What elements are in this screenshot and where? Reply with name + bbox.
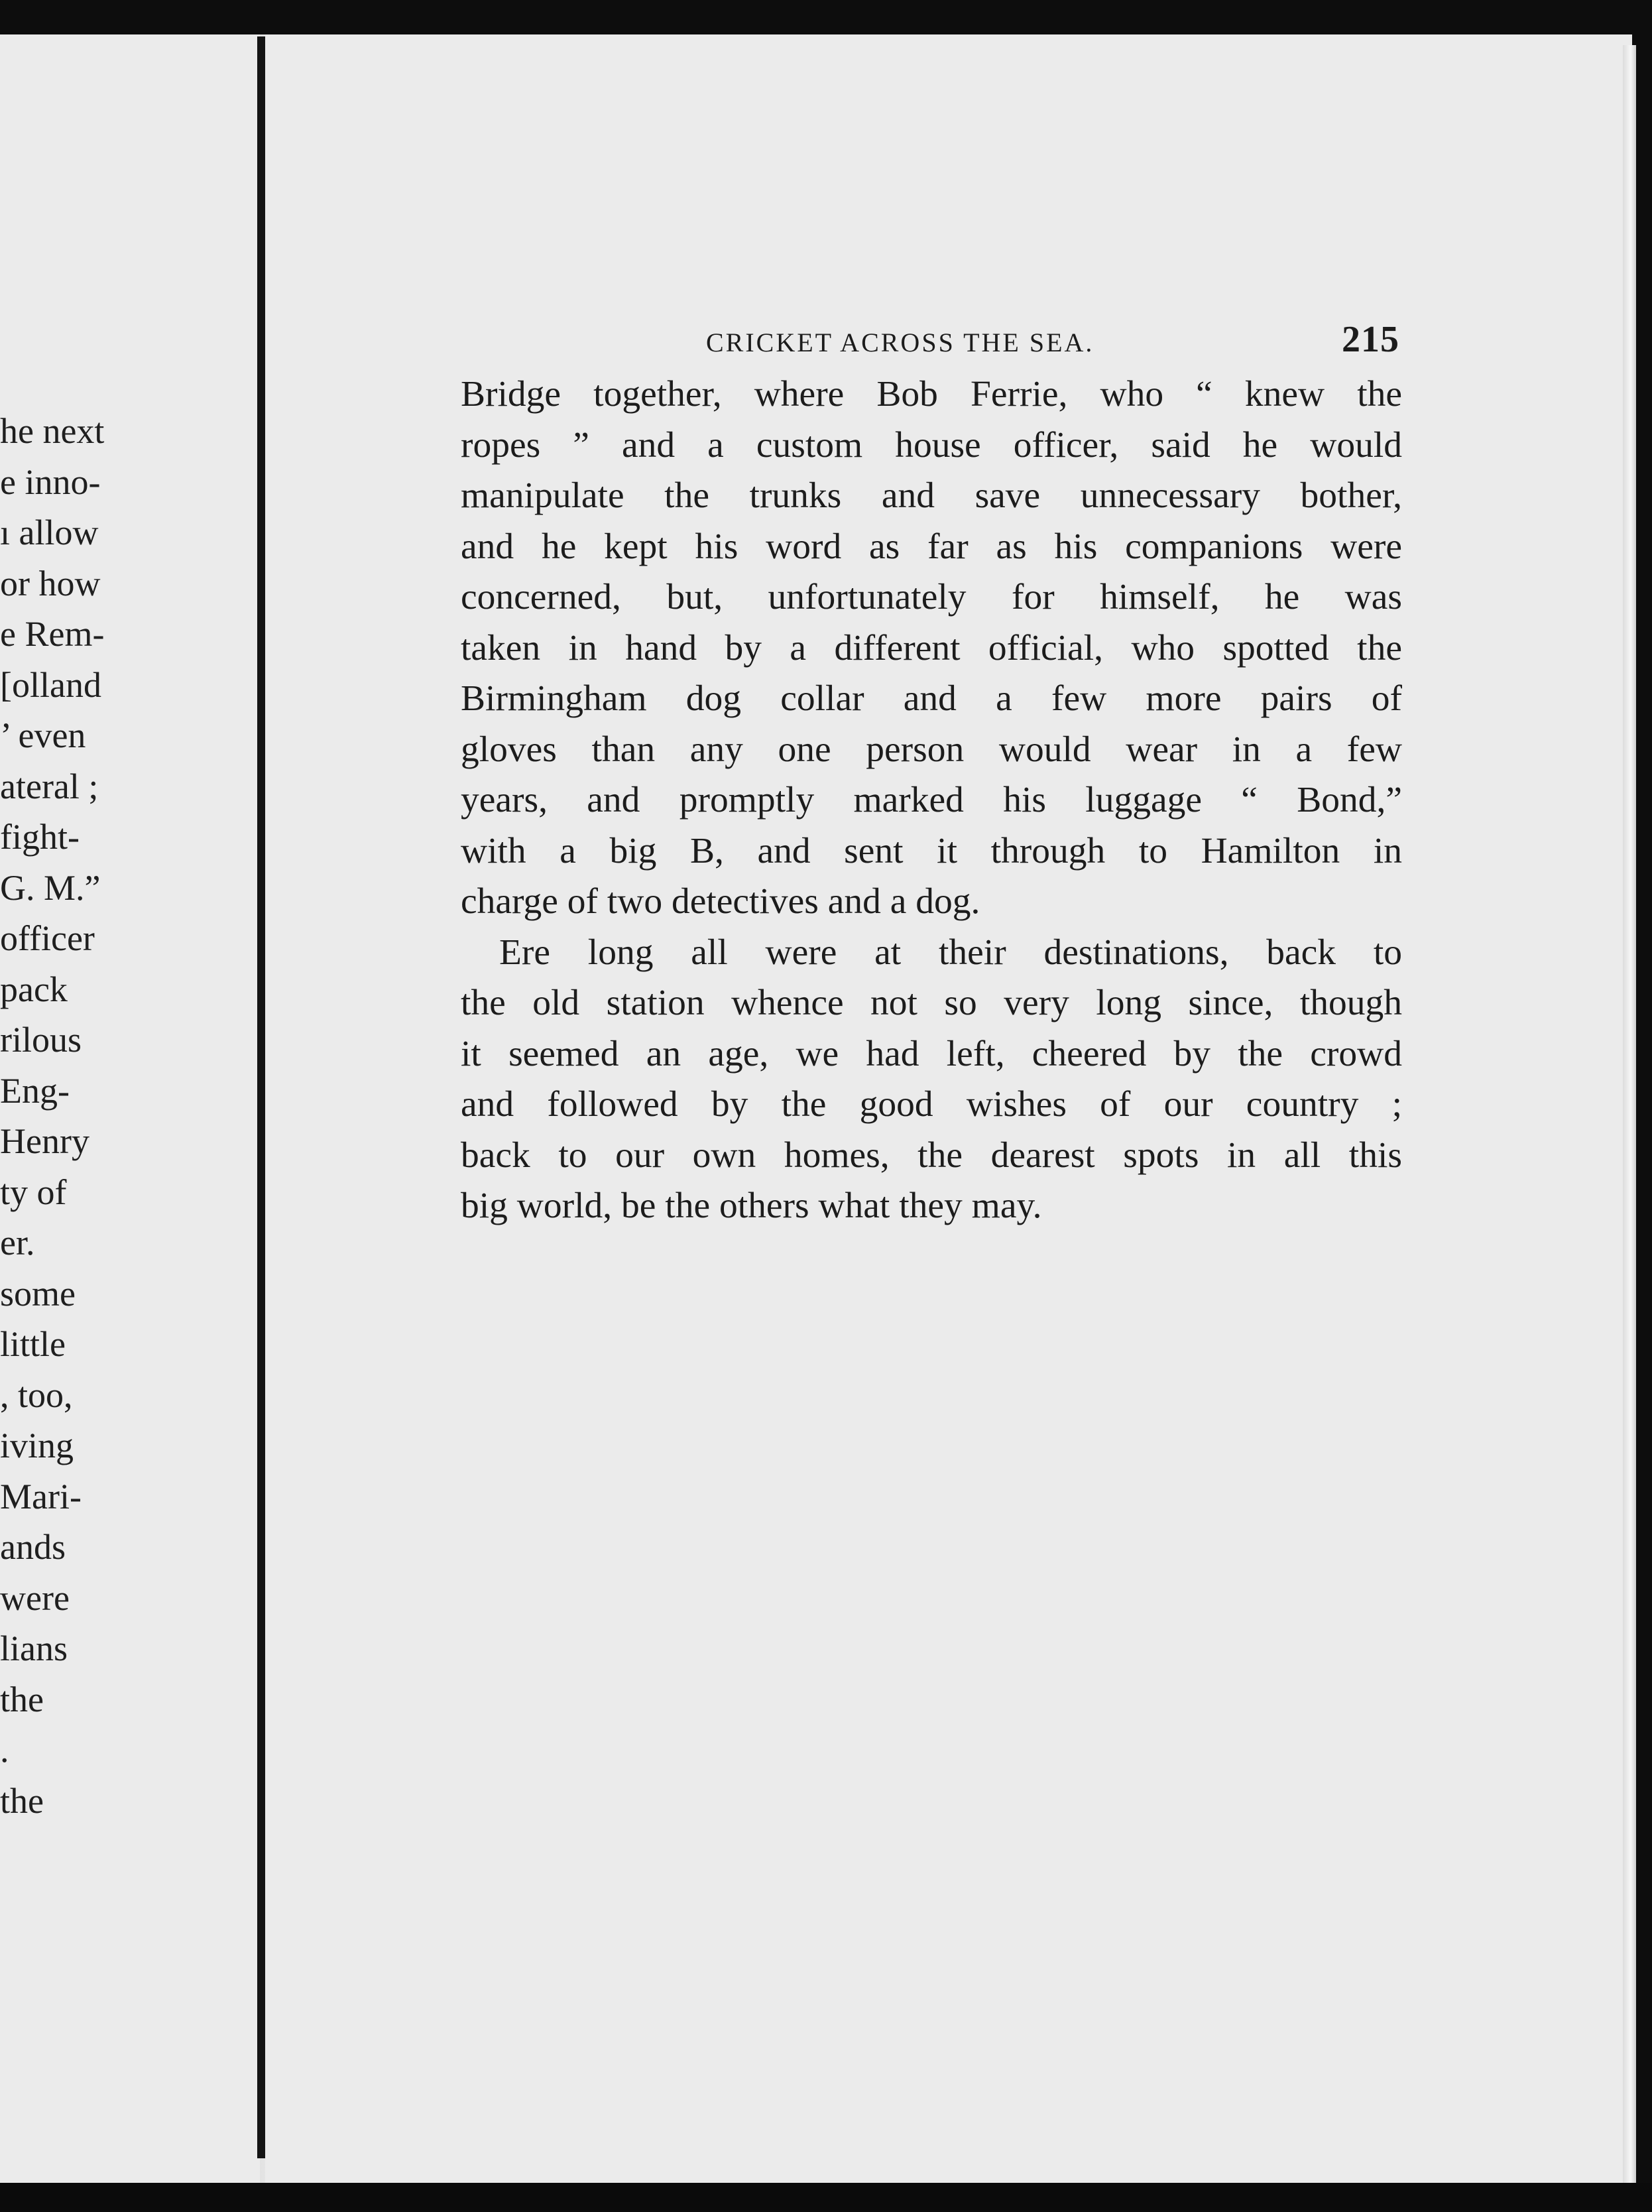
text-line: taken in hand by a different official, who spotted the — [461, 627, 1402, 668]
left-fragment-line: ands — [0, 1527, 66, 1567]
left-fragment-line: iving — [0, 1426, 74, 1465]
body-text — [461, 369, 1402, 1232]
text-line: the old station whence not so very long since, though — [461, 983, 1402, 1023]
text-line: with a big B, and sent it through to Hamilton in — [461, 830, 1402, 871]
left-fragment-line: e Rem- — [0, 614, 105, 654]
left-fragment-line: he next — [0, 411, 105, 451]
left-fragment-line: the — [0, 1780, 44, 1821]
text-line: big world, be the others what they may. — [461, 1186, 1042, 1226]
text-line: it seemed an age, we had left, cheered by the crowd — [461, 1033, 1402, 1074]
left-fragment-line: rilous — [0, 1020, 82, 1060]
text-line: Birmingham dog collar and a few more pairs of — [461, 678, 1402, 719]
left-fragment-line: some — [0, 1273, 76, 1314]
right-page-edge — [1623, 45, 1636, 2187]
text-line: ropes ” and a custom house officer, said he would — [461, 424, 1402, 465]
left-fragment-line: or how — [0, 563, 101, 603]
left-fragment-line: ty of — [0, 1172, 67, 1212]
left-fragment-line: Mari- — [0, 1476, 82, 1516]
scan-bottom-border — [0, 2183, 1652, 2212]
text-line: gloves than any one person would wear in a few — [461, 729, 1402, 770]
left-fragment-line: Eng- — [0, 1070, 70, 1111]
left-fragment-line: Henry — [0, 1121, 89, 1161]
left-fragment-line: G. M.” — [0, 867, 101, 908]
left-page-text-fragments — [0, 406, 260, 1826]
text-line: Bridge together, where Bob Ferrie, who “ knew the — [461, 374, 1402, 414]
left-fragment-line: lians — [0, 1628, 68, 1668]
right-page-text — [461, 318, 1402, 1232]
left-fragment-line: ateral ; — [0, 766, 99, 806]
text-line: years, and promptly marked his luggage “ Bond,” — [461, 780, 1402, 820]
paragraph — [461, 369, 1402, 928]
running-title: CRICKET ACROSS THE SEA. — [706, 328, 1094, 357]
text-line: and he kept his word as far as his companions were — [461, 526, 1402, 567]
left-fragment-line: ı allow — [0, 513, 99, 552]
left-fragment-line: the — [0, 1679, 44, 1719]
text-line: back to our own homes, the dearest spots in all this — [461, 1135, 1402, 1176]
page-number: 215 — [1342, 319, 1399, 360]
text-line: concerned, but, unfortunately for himself, he was — [461, 577, 1402, 617]
left-fragment-line: pack — [0, 969, 68, 1009]
text-line: and followed by the good wishes of our country ; — [461, 1084, 1402, 1125]
text-line: charge of two detectives and a dog. — [461, 881, 980, 922]
text-line: Ere long all were at their destinations, back to — [499, 932, 1402, 973]
left-fragment-line: . — [0, 1730, 9, 1770]
left-fragment-line: [olland — [0, 664, 101, 705]
paragraph — [461, 928, 1402, 1232]
text-line: manipulate the trunks and save unnecessary bother, — [461, 475, 1402, 516]
left-fragment-line: er. — [0, 1223, 35, 1262]
left-fragment-line: were — [0, 1577, 70, 1618]
left-fragment-line: officer — [0, 918, 95, 958]
left-fragment-line: , too, — [0, 1375, 73, 1415]
left-fragment-line: fight- — [0, 817, 80, 857]
running-head — [461, 318, 1402, 366]
left-fragment-line: e inno- — [0, 461, 101, 502]
left-fragment-line: little — [0, 1324, 66, 1364]
left-fragment-line: ’ even — [0, 715, 86, 755]
